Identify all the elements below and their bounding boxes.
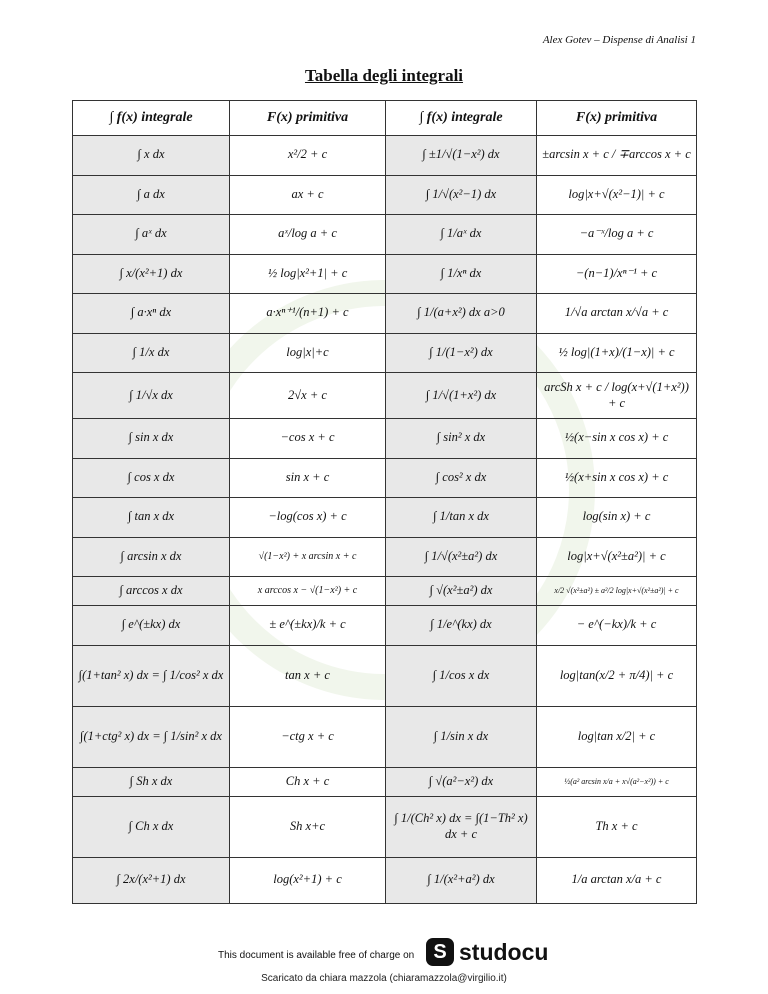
table-row: [73, 645, 697, 706]
table-row: [73, 175, 697, 215]
primitive-cell: −(n−1)/xⁿ⁻¹ + c: [537, 254, 697, 294]
integral-cell: ∫ cos² x dx: [386, 458, 537, 498]
integral-cell: ∫ 1/cos x dx: [386, 645, 537, 706]
integral-cell: ∫ 1/√(x²−1) dx: [386, 175, 537, 215]
primitive-cell: a·xⁿ⁺¹/(n+1) + c: [230, 294, 386, 334]
integral-cell: ∫ x dx: [73, 136, 230, 176]
integral-cell: ∫ 1/(1−x²) dx: [386, 333, 537, 373]
integral-cell: ∫ ±1/√(1−x²) dx: [386, 136, 537, 176]
primitive-cell: −ctg x + c: [230, 706, 386, 767]
table-header-row: [73, 101, 697, 136]
column-header: F(x) primitiva: [537, 101, 697, 136]
integral-cell: ∫(1+ctg² x) dx = ∫ 1/sin² x dx: [73, 706, 230, 767]
integral-cell: ∫ 1/tan x dx: [386, 498, 537, 538]
table-row: [73, 294, 697, 334]
primitive-cell: x²/2 + c: [230, 136, 386, 176]
studocu-icon: S: [426, 938, 454, 966]
primitive-cell: ½ log|(1+x)/(1−x)| + c: [537, 333, 697, 373]
integral-cell: ∫ 1/(x²+a²) dx: [386, 857, 537, 903]
integral-cell: ∫ 1/xⁿ dx: [386, 254, 537, 294]
table-row: [73, 458, 697, 498]
primitive-cell: ±arcsin x + c / ∓arccos x + c: [537, 136, 697, 176]
primitive-cell: log|x|+c: [230, 333, 386, 373]
table-row: [73, 796, 697, 857]
primitive-cell: tan x + c: [230, 645, 386, 706]
table-row: [73, 498, 697, 538]
integral-cell: ∫ sin x dx: [73, 419, 230, 459]
integral-cell: ∫ aˣ dx: [73, 215, 230, 255]
primitive-cell: x/2 √(x²±a²) ± a²/2 log|x+√(x²±a²)| + c: [537, 577, 697, 606]
integral-cell: ∫ arcsin x dx: [73, 537, 230, 577]
integral-cell: ∫ 1/x dx: [73, 333, 230, 373]
table-row: [73, 857, 697, 903]
integral-cell: ∫ sin² x dx: [386, 419, 537, 459]
table-row: [73, 254, 697, 294]
primitive-cell: 1/a arctan x/a + c: [537, 857, 697, 903]
download-notice: Scaricato da chiara mazzola (chiaramazzola@virgilio.it): [261, 973, 507, 984]
table-row: [73, 373, 697, 419]
page-header: Alex Gotev – Dispense di Analisi 1: [542, 34, 696, 46]
column-header: F(x) primitiva: [230, 101, 386, 136]
integral-cell: ∫ tan x dx: [73, 498, 230, 538]
page-title: Tabella degli integrali: [304, 66, 464, 85]
primitive-cell: ½(x−sin x cos x) + c: [537, 419, 697, 459]
primitive-cell: Ch x + c: [230, 767, 386, 796]
integral-cell: ∫ 1/√x dx: [73, 373, 230, 419]
primitive-cell: √(1−x²) + x arcsin x + c: [230, 537, 386, 577]
primitive-cell: x arccos x − √(1−x²) + c: [230, 577, 386, 606]
primitive-cell: Th x + c: [537, 796, 697, 857]
column-header: ∫ f(x) integrale: [73, 101, 230, 136]
integral-cell: ∫ Ch x dx: [73, 796, 230, 857]
primitive-cell: ½(x+sin x cos x) + c: [537, 458, 697, 498]
primitive-cell: ax + c: [230, 175, 386, 215]
studocu-logo[interactable]: [426, 938, 548, 966]
integral-cell: ∫ √(x²±a²) dx: [386, 577, 537, 606]
primitive-cell: −a⁻ˣ/log a + c: [537, 215, 697, 255]
integral-cell: ∫ 2x/(x²+1) dx: [73, 857, 230, 903]
primitive-cell: log|tan x/2| + c: [537, 706, 697, 767]
primitive-cell: ½ log|x²+1| + c: [230, 254, 386, 294]
primitive-cell: log|x+√(x²±a²)| + c: [537, 537, 697, 577]
integral-cell: ∫ Sh x dx: [73, 767, 230, 796]
primitive-cell: −log(cos x) + c: [230, 498, 386, 538]
primitive-cell: − e^(−kx)/k + c: [537, 606, 697, 646]
column-header: ∫ f(x) integrale: [386, 101, 537, 136]
integral-cell: ∫ arccos x dx: [73, 577, 230, 606]
primitive-cell: aˣ/log a + c: [230, 215, 386, 255]
integral-cell: ∫ 1/(a+x²) dx a>0: [386, 294, 537, 334]
availability-notice: This document is available free of charge on: [218, 950, 415, 961]
primitive-cell: ± e^(±kx)/k + c: [230, 606, 386, 646]
primitive-cell: sin x + c: [230, 458, 386, 498]
table-row: [73, 706, 697, 767]
integrals-table: [72, 100, 697, 904]
table-row: [73, 767, 697, 796]
table-row: [73, 606, 697, 646]
integral-cell: ∫ 1/√(1+x²) dx: [386, 373, 537, 419]
primitive-cell: 2√x + c: [230, 373, 386, 419]
integral-cell: ∫ x/(x²+1) dx: [73, 254, 230, 294]
primitive-cell: −cos x + c: [230, 419, 386, 459]
integral-cell: ∫ cos x dx: [73, 458, 230, 498]
primitive-cell: log|tan(x/2 + π/4)| + c: [537, 645, 697, 706]
studocu-wordmark: studocu: [459, 938, 549, 965]
integral-cell: ∫ 1/(Ch² x) dx = ∫(1−Th² x) dx + c: [386, 796, 537, 857]
integral-cell: ∫ 1/e^(kx) dx: [386, 606, 537, 646]
integral-cell: ∫ √(a²−x²) dx: [386, 767, 537, 796]
table-row: [73, 333, 697, 373]
primitive-cell: log(x²+1) + c: [230, 857, 386, 903]
primitive-cell: 1/√a arctan x/√a + c: [537, 294, 697, 334]
integral-cell: ∫ e^(±kx) dx: [73, 606, 230, 646]
primitive-cell: Sh x+c: [230, 796, 386, 857]
primitive-cell: arcSh x + c / log(x+√(1+x²)) + c: [537, 373, 697, 419]
integral-cell: ∫ 1/sin x dx: [386, 706, 537, 767]
table-row: [73, 215, 697, 255]
integral-cell: ∫ 1/√(x²±a²) dx: [386, 537, 537, 577]
table-row: [73, 136, 697, 176]
primitive-cell: log|x+√(x²−1)| + c: [537, 175, 697, 215]
table-row: [73, 419, 697, 459]
integral-cell: ∫ a dx: [73, 175, 230, 215]
primitive-cell: ½(a² arcsin x/a + x√(a²−x²)) + c: [537, 767, 697, 796]
table-row: [73, 577, 697, 606]
integral-cell: ∫(1+tan² x) dx = ∫ 1/cos² x dx: [73, 645, 230, 706]
integral-cell: ∫ a·xⁿ dx: [73, 294, 230, 334]
table-row: [73, 537, 697, 577]
primitive-cell: log(sin x) + c: [537, 498, 697, 538]
integral-cell: ∫ 1/aˣ dx: [386, 215, 537, 255]
